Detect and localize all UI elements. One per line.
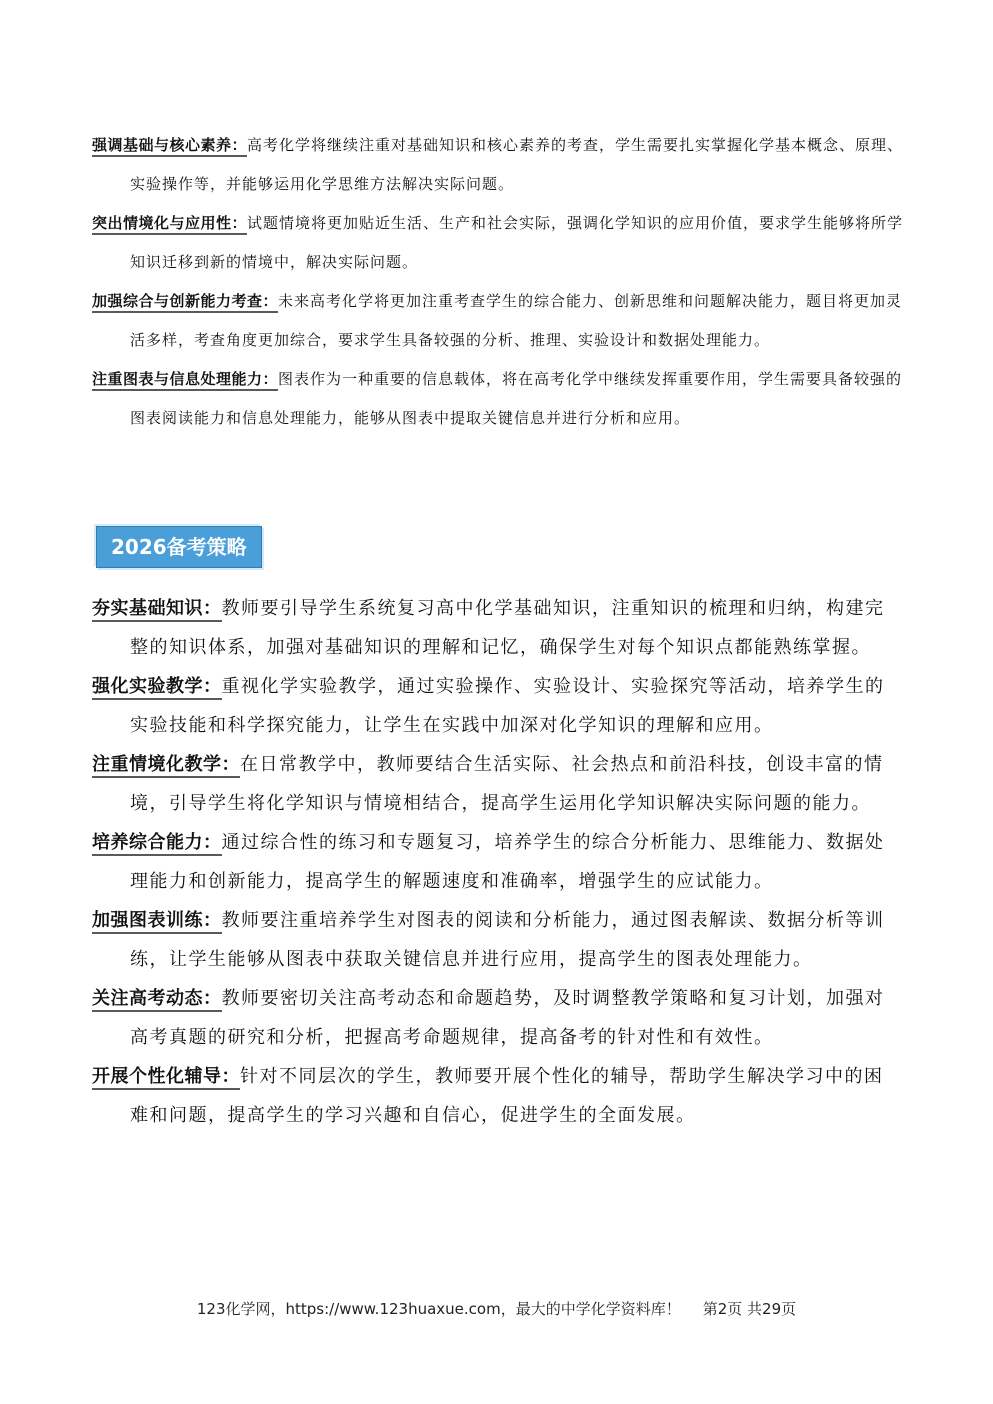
strategy-item — [92, 745, 902, 823]
strategy-item — [92, 1057, 902, 1135]
strategy-text: 教师要密切关注高考动态和命题趋势，及时调整教学策略和复习计划，加强对高考真题的研究和分析，把握高考命题规律，提高备考的针对性和有效性。 — [130, 988, 885, 1048]
strategy-text: 教师要引导学生系统复习高中化学基础知识，注重知识的梳理和归纳，构建完整的知识体系，加强对基础知识的理解和记忆，确保学生对每个知识点都能熟练掌握。 — [130, 598, 885, 658]
strategy-text: 重视化学实验教学，通过实验操作、实验设计、实验探究等活动，培养学生的实验技能和科学探究能力，让学生在实践中加深对化学知识的理解和应用。 — [130, 676, 885, 736]
trend-label: 注重图表与信息处理能力： — [92, 370, 278, 391]
trend-item — [92, 126, 912, 204]
strategy-section — [92, 589, 902, 1135]
trend-text: 试题情境将更加贴近生活、生产和社会实际，强调化学知识的应用价值，要求学生能够将所学知识迁移到新的情境中，解决实际问题。 — [130, 214, 904, 271]
strategy-label: 培养综合能力： — [92, 832, 222, 856]
trend-label: 强调基础与核心素养： — [92, 136, 247, 157]
trend-item — [92, 204, 912, 282]
strategy-item — [92, 901, 902, 979]
trend-text: 高考化学将继续注重对基础知识和核心素养的考查，学生需要扎实掌握化学基本概念、原理、实验操作等，并能够运用化学思维方法解决实际问题。 — [130, 136, 904, 193]
strategy-item — [92, 979, 902, 1057]
strategy-text: 在日常教学中，教师要结合生活实际、社会热点和前沿科技，创设丰富的情境，引导学生将化学知识与情境相结合，提高学生运用化学知识解决实际问题的能力。 — [130, 754, 884, 814]
strategy-label: 关注高考动态： — [92, 988, 222, 1012]
strategy-item — [92, 667, 902, 745]
strategy-item — [92, 589, 902, 667]
exam-trends-section — [92, 126, 912, 438]
strategy-text: 针对不同层次的学生，教师要开展个性化的辅导，帮助学生解决学习中的困难和问题，提高学生的学习兴趣和自信心，促进学生的全面发展。 — [130, 1066, 884, 1126]
strategy-label: 加强图表训练： — [92, 910, 222, 934]
strategy-item — [92, 823, 902, 901]
strategy-label: 强化实验教学： — [92, 676, 222, 700]
page-number: 第2页 共29页 — [702, 1300, 797, 1318]
trend-item — [92, 282, 912, 360]
strategy-text: 通过综合性的练习和专题复习，培养学生的综合分析能力、思维能力、数据处理能力和创新能力，提高学生的解题速度和准确率，增强学生的应试能力。 — [130, 832, 885, 892]
trend-label: 突出情境化与应用性： — [92, 214, 247, 235]
trend-label: 加强综合与创新能力考查： — [92, 292, 278, 313]
trend-text: 未来高考化学将更加注重考查学生的综合能力、创新思维和问题解决能力，题目将更加灵活多样，考查角度更加综合，要求学生具备较强的分析、推理、实验设计和数据处理能力。 — [130, 292, 903, 349]
strategy-label: 夯实基础知识： — [92, 598, 222, 622]
footer-site-text: 123化学网，https://www.123huaxue.com，最大的中学化学资料库！ — [196, 1300, 681, 1318]
strategy-label: 注重情境化教学： — [92, 754, 240, 778]
trend-item — [92, 360, 912, 438]
trend-text: 图表作为一种重要的信息载体，将在高考化学中继续发挥重要作用，学生需要具备较强的图表阅读能力和信息处理能力，能够从图表中提取关键信息并进行分析和应用。 — [130, 370, 903, 427]
strategy-label: 开展个性化辅导： — [92, 1066, 240, 1090]
page-footer — [0, 1298, 993, 1319]
strategy-section-header: 2026备考策略 — [96, 526, 262, 568]
strategy-text: 教师要注重培养学生对图表的阅读和分析能力，通过图表解读、数据分析等训练，让学生能够从图表中获取关键信息并进行应用，提高学生的图表处理能力。 — [130, 910, 885, 970]
